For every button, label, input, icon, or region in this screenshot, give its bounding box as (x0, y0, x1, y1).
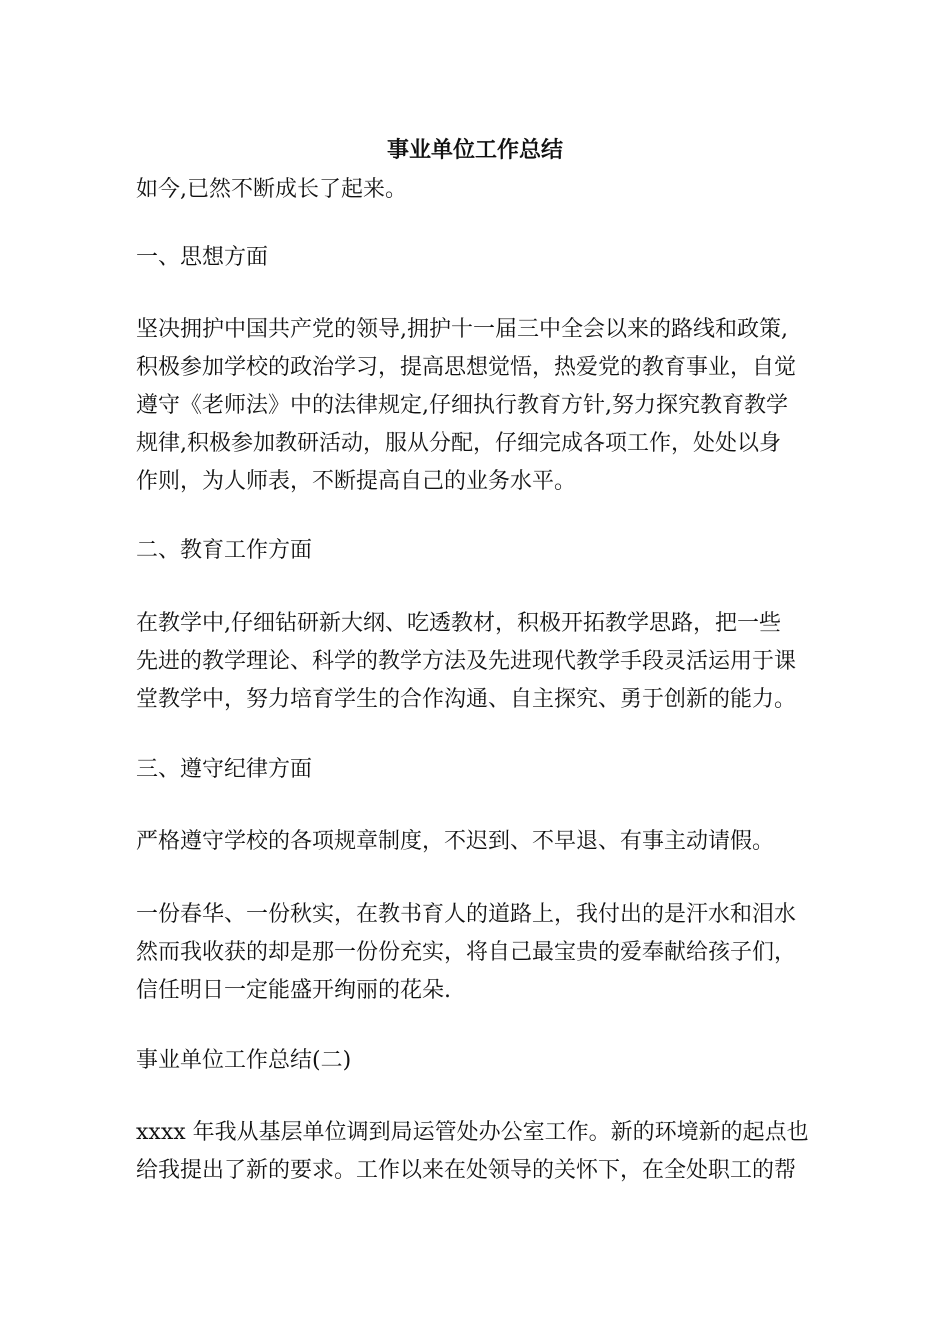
section-paragraph-teaching (136, 605, 816, 719)
paragraph-line: 规律,积极参加教研活动，服从分配，仔细完成各项工作，处处以身 (136, 431, 781, 456)
paragraph-line: 给我提出了新的要求。工作以来在处领导的关怀下，在全处职工的帮 (136, 1158, 797, 1183)
section-paragraph-discipline: 严格遵守学校的各项规章制度，不迟到、不早退、有事主动请假。 (136, 829, 775, 854)
closing-paragraph (136, 896, 816, 1010)
section-paragraph-thought (136, 311, 816, 501)
section-heading-thought: 一、思想方面 (136, 245, 269, 270)
paragraph-line: 然而我收获的却是那一份份充实，将自己最宝贵的爱奉献给孩子们， (136, 940, 797, 965)
paragraph-line: 一份春华、一份秋实，在教书育人的道路上，我付出的是汗水和泪水 (136, 902, 797, 927)
second-summary-title: 事业单位工作总结(二) (136, 1048, 352, 1073)
section-heading-teaching: 二、教育工作方面 (136, 538, 313, 563)
paragraph-line: 信任明日一定能盛开绚丽的花朵. (136, 978, 451, 1003)
paragraph-line: 在教学中,仔细钻研新大纲、吃透教材，积极开拓教学思路，把一些 (136, 611, 781, 636)
paragraph-line: 积极参加学校的政治学习，提高思想觉悟，热爱党的教育事业，自觉 (136, 355, 797, 380)
paragraph-line: 作则，为人师表，不断提高自己的业务水平。 (136, 469, 577, 494)
intro-paragraph: 如今,已然不断成长了起来。 (136, 177, 407, 202)
paragraph-line: 先进的教学理论、科学的教学方法及先进现代教学手段灵活运用于课 (136, 649, 797, 674)
paragraph-line: 堂教学中，努力培育学生的合作沟通、自主探究、勇于创新的能力。 (136, 687, 797, 712)
paragraph-line: 遵守《老师法》中的法律规定,仔细执行教育方针,努力探究教育教学 (136, 393, 788, 418)
section-heading-discipline: 三、遵守纪律方面 (136, 757, 313, 782)
paragraph-line: xxxx 年我从基层单位调到局运管处办公室工作。新的环境新的起点也 (136, 1120, 809, 1145)
paragraph-line: 坚决拥护中国共产党的领导,拥护十一届三中全会以来的路线和政策, (136, 317, 788, 342)
document-title: 事业单位工作总结 (386, 137, 563, 163)
second-summary-paragraph (136, 1114, 816, 1190)
